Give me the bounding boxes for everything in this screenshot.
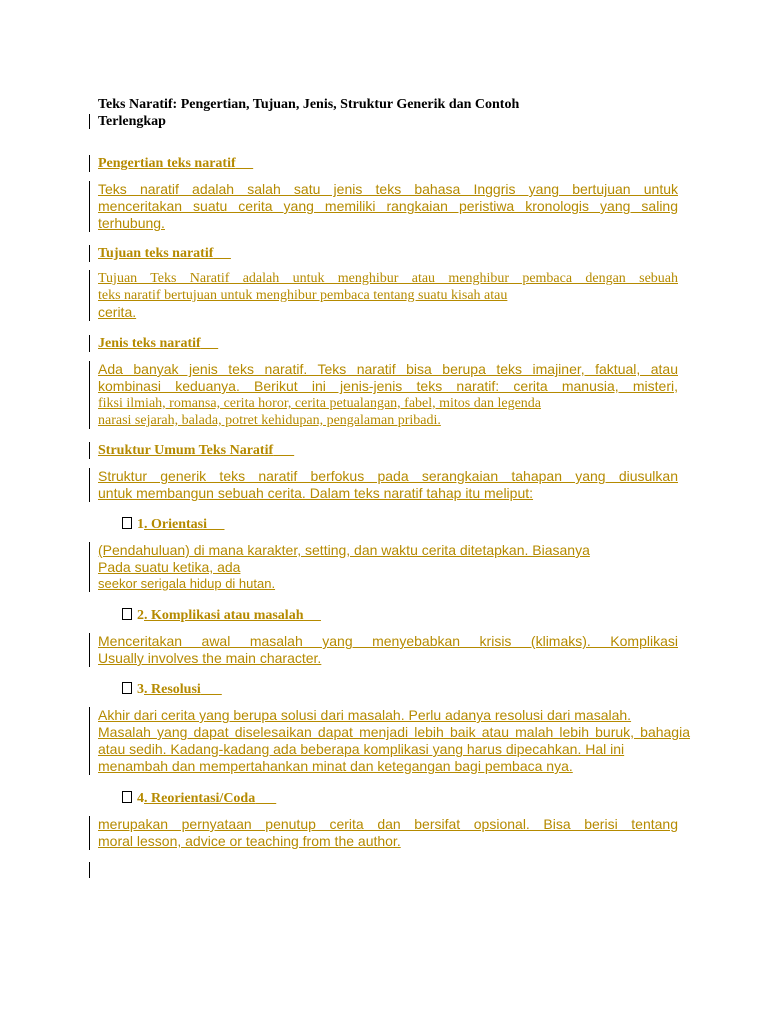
- text-line: teks naratif bertujuan untuk menghibur pembaca tentang suatu kisah atau: [98, 288, 508, 303]
- text-line: fiksi ilmiah, romansa, cerita horor, cerita petualangan, fabel, mitos dan legenda: [98, 396, 541, 411]
- checkbox-icon: [122, 791, 132, 803]
- text-line: atau sedih. Kadang-kadang ada beberapa komplikasi yang harus dipecahkan. Hal ini: [98, 741, 625, 757]
- heading-pengertian: Pengertian teks naratif: [98, 156, 236, 171]
- text-line: Ada banyak jenis teks naratif. Teks naratif bisa berupa teks imajiner, faktual, atau: [98, 361, 678, 377]
- paragraph-pengertian: [98, 181, 678, 232]
- heading-jenis: Jenis teks naratif: [98, 336, 201, 351]
- change-bar: [89, 542, 90, 592]
- paragraph-komplikasi: [98, 633, 678, 667]
- title-line-1: Teks Naratif: Pengertian, Tujuan, Jenis, Struktur Generik dan Contoh: [98, 97, 520, 112]
- paragraph-resolusi: [98, 707, 690, 775]
- text-line: Tujuan Teks Naratif adalah untuk menghibur atau menghibur pembaca dengan sebuah: [98, 271, 678, 286]
- change-bar: [89, 468, 90, 502]
- text-line: menambah dan mempertahankan minat dan ketegangan bagi pembaca nya.: [98, 758, 573, 774]
- checkbox-icon: [122, 608, 132, 620]
- text-line: Masalah yang dapat diselesaikan dapat menjadi lebih baik atau malah lebih buruk, bahagia: [98, 724, 690, 740]
- change-bar: [89, 181, 90, 232]
- change-bar: [89, 335, 90, 352]
- paragraph-struktur: [98, 468, 678, 502]
- item-komplikasi: 2. Komplikasi atau masalah: [122, 607, 321, 624]
- change-bar: [89, 633, 90, 667]
- text-line: menceritakan suatu cerita yang memiliki rangkaian peristiwa kronologis yang saling: [98, 198, 678, 214]
- text-line: Menceritakan awal masalah yang menyebabkan krisis (klimaks). Komplikasi: [98, 633, 678, 649]
- heading-tujuan: Tujuan teks naratif: [98, 246, 214, 261]
- text-line: kombinasi keduanya. Berikut ini jenis-jenis teks naratif: cerita manusia, misteri,: [98, 378, 678, 394]
- change-bar: [89, 707, 90, 775]
- text-line: moral lesson, advice or teaching from the author.: [98, 833, 401, 849]
- text-line: untuk membangun sebuah cerita. Dalam teks naratif tahap itu meliput:: [98, 485, 534, 501]
- text-line: cerita.: [98, 304, 137, 320]
- heading-struktur: Struktur Umum Teks Naratif: [98, 443, 274, 458]
- change-bar: [89, 245, 90, 262]
- change-bar: [89, 155, 90, 172]
- text-line: terhubung.: [98, 215, 165, 231]
- paragraph-orientasi: [98, 542, 678, 592]
- change-bar: [89, 442, 90, 459]
- change-bar: [89, 270, 90, 321]
- item-reorientasi: 4. Reorientasi/Coda: [122, 790, 276, 807]
- text-line: Struktur generik teks naratif berfokus pada serangkaian tahapan yang diusulkan: [98, 468, 678, 484]
- text-line: Usually involves the main character.: [98, 650, 322, 666]
- paragraph-reorientasi: [98, 816, 678, 850]
- checkbox-icon: [122, 682, 132, 694]
- document-title: [98, 96, 618, 130]
- text-cursor: [89, 862, 90, 878]
- paragraph-tujuan: [98, 270, 678, 321]
- change-bar: [89, 114, 90, 129]
- title-line-2: Terlengkap: [98, 114, 166, 129]
- item-orientasi: 1. Orientasi: [122, 516, 225, 533]
- text-line: (Pendahuluan) di mana karakter, setting, dan waktu cerita ditetapkan. Biasanya: [98, 542, 590, 558]
- text-line: seekor serigala hidup di hutan.: [98, 576, 276, 591]
- paragraph-jenis: [98, 361, 678, 429]
- text-line: narasi sejarah, balada, potret kehidupan, pengalaman pribadi.: [98, 413, 441, 428]
- text-line: Akhir dari cerita yang berupa solusi dari masalah. Perlu adanya resolusi dari masalah.: [98, 707, 632, 723]
- change-bar: [89, 361, 90, 429]
- text-line: Pada suatu ketika, ada: [98, 559, 241, 575]
- item-resolusi: 3. Resolusi: [122, 681, 222, 698]
- change-bar: [89, 816, 90, 850]
- checkbox-icon: [122, 517, 132, 529]
- text-line: Teks naratif adalah salah satu jenis teks bahasa Inggris yang bertujuan untuk: [98, 181, 678, 197]
- text-line: merupakan pernyataan penutup cerita dan bersifat opsional. Bisa berisi tentang: [98, 816, 678, 832]
